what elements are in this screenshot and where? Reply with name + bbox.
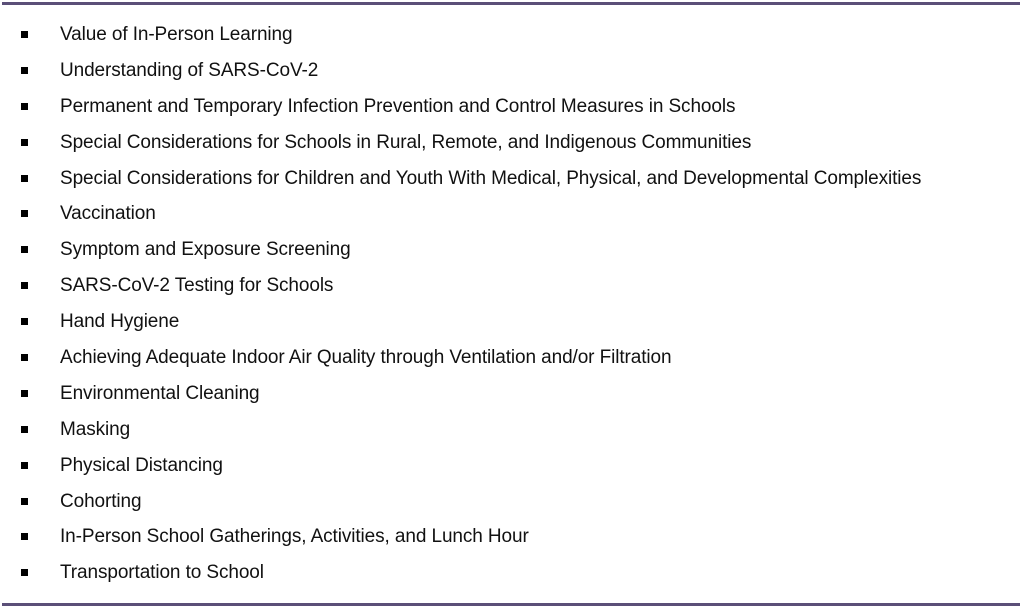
square-bullet-icon: [21, 246, 28, 253]
list-item-label: Permanent and Temporary Infection Prevention and Control Measures in Schools: [60, 95, 736, 117]
list-item: [2, 161, 1020, 197]
list-item: [2, 125, 1020, 161]
list-item: [2, 376, 1020, 412]
list-item: [2, 232, 1020, 268]
list-item: [2, 196, 1020, 232]
list-item-label: Masking: [60, 418, 131, 440]
square-bullet-icon: [21, 354, 28, 361]
list-item-label: Symptom and Exposure Screening: [60, 239, 351, 261]
list-item-label: Special Considerations for Schools in Rural, Remote, and Indigenous Communities: [60, 131, 752, 153]
list-item-label: Environmental Cleaning: [60, 382, 260, 404]
top-border: [2, 2, 1020, 5]
list-item-label: Special Considerations for Children and Youth With Medical, Physical, and Developmental Complexities: [60, 167, 922, 189]
square-bullet-icon: [21, 533, 28, 540]
list-item-label: Achieving Adequate Indoor Air Quality through Ventilation and/or Filtration: [60, 347, 672, 369]
list-item: [2, 448, 1020, 484]
topic-list: [2, 17, 1020, 591]
square-bullet-icon: [21, 139, 28, 146]
list-item: [2, 53, 1020, 89]
square-bullet-icon: [21, 282, 28, 289]
square-bullet-icon: [21, 426, 28, 433]
list-item: [2, 340, 1020, 376]
list-item-label: Hand Hygiene: [60, 311, 180, 333]
list-item: [2, 17, 1020, 53]
list-item-label: SARS-CoV-2 Testing for Schools: [60, 275, 334, 297]
square-bullet-icon: [21, 103, 28, 110]
square-bullet-icon: [21, 318, 28, 325]
square-bullet-icon: [21, 390, 28, 397]
list-item-label: Vaccination: [60, 203, 156, 225]
bottom-border: [2, 603, 1020, 606]
list-item-label: Physical Distancing: [60, 454, 223, 476]
list-item: [2, 268, 1020, 304]
square-bullet-icon: [21, 569, 28, 576]
square-bullet-icon: [21, 67, 28, 74]
list-item: [2, 89, 1020, 125]
list-item-label: In-Person School Gatherings, Activities, and Lunch Hour: [60, 526, 529, 548]
square-bullet-icon: [21, 31, 28, 38]
list-item-label: Value of In-Person Learning: [60, 24, 293, 45]
list-item-label: Cohorting: [60, 490, 142, 512]
list-item: [2, 519, 1020, 555]
list-item: [2, 555, 1020, 591]
list-item-label: Transportation to School: [60, 562, 264, 584]
square-bullet-icon: [21, 498, 28, 505]
list-item: [2, 304, 1020, 340]
square-bullet-icon: [21, 462, 28, 469]
list-item: [2, 412, 1020, 448]
square-bullet-icon: [21, 210, 28, 217]
list-item-label: Understanding of SARS-CoV-2: [60, 59, 319, 81]
list-item: [2, 484, 1020, 520]
square-bullet-icon: [21, 175, 28, 182]
topic-list-panel: [2, 2, 1020, 606]
